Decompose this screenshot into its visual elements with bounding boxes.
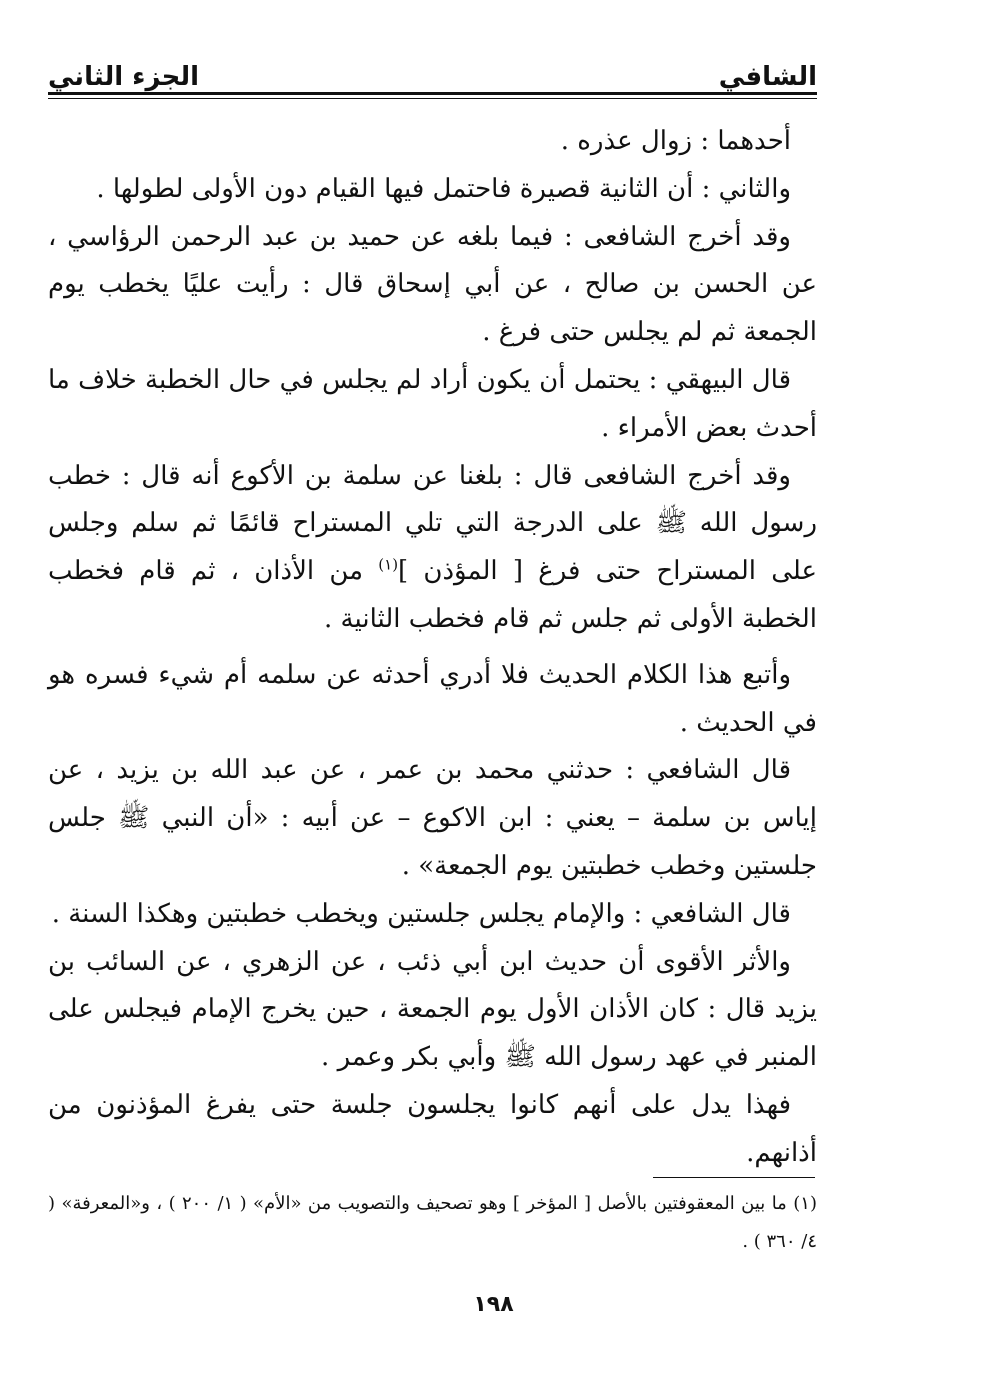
paragraph: قال البيهقي : يحتمل أن يكون أراد لم يجلس في حال الخطبة خلاف ما أحدث بعض الأمراء .: [48, 364, 817, 443]
volume-label: الجزء الثاني: [48, 62, 200, 92]
paragraph: [48, 453, 817, 644]
paragraph: والأثر الأقوى أن حديث ابن أبي ذئب ، عن الزهري ، عن السائب بن يزيد قال : كان الأذان الأول يوم الجمعة ، حين يخرج الإمام فيجلس على المنبر في عهد رسول الله ﷺ وأبي بكر وعمر .: [48, 946, 817, 1073]
book-title: الشافي: [718, 62, 817, 92]
footnote-rule: [653, 1177, 815, 1178]
footnote: [48, 1185, 817, 1261]
paragraph-text: من الأذان ، ثم قام فخطب الخطبة الأولى ثم جلس ثم قام فخطب الثانية .: [48, 556, 817, 634]
main-text: [48, 118, 817, 1178]
header-rule-thin: [48, 98, 817, 99]
footnote-ref: (١): [378, 555, 399, 574]
paragraph: وقد أخرج الشافعى : فيما بلغه عن حميد بن عبد الرحمن الرؤاسي ، عن الحسن بن صالح ، عن أبي إسحاق قال : رأيت عليًا يخطب يوم الجمعة ثم لم يجلس حتى فرغ .: [48, 221, 817, 348]
paragraph: قال الشافعي : حدثني محمد بن عمر ، عن عبد الله بن يزيد ، عن إياس بن سلمة – يعني : ابن الاكوع – عن أبيه : «أن النبي ﷺ جلس جلستين وخطب خطبتين يوم الجمعة» .: [48, 755, 817, 881]
paragraph: والثاني : أن الثانية قصيرة فاحتمل فيها القيام دون الأولى لطولها .: [96, 173, 791, 204]
running-header: [48, 44, 817, 90]
header-rule-thick: [48, 92, 817, 95]
paragraph: فهذا يدل على أنهم كانوا يجلسون جلسة حتى يفرغ المؤذنون من أذانهم.: [48, 1089, 817, 1168]
page-number: ١٩٨: [473, 1292, 514, 1317]
paragraph: أحدهما : زوال عذره .: [560, 126, 791, 156]
paragraph: قال الشافعي : والإمام يجلس جلستين ويخطب خطبتين وهكذا السنة .: [51, 898, 791, 929]
footnote-text: (١) ما بين المعقوفتين بالأصل [ المؤخر ] وهو تصحيف والتصويب من «الأم» ( ١/ ٢٠٠ ) ، و«المعرفة» ( ٤/ ٣٦٠ ) .: [48, 1193, 817, 1252]
paragraph: وأتبع هذا الكلام الحديث فلا أدري أحدثه عن سلمه أم شيء فسره هو في الحديث .: [48, 659, 817, 738]
paragraph-text: وقد أخرج الشافعى قال : بلغنا عن سلمة بن الأكوع أنه قال : خطب رسول الله ﷺ على الدرجة التي تلي المستراح قائمًا ثم سلم وجلس على المستراح حتى فرغ [ المؤذن ]: [48, 460, 817, 587]
